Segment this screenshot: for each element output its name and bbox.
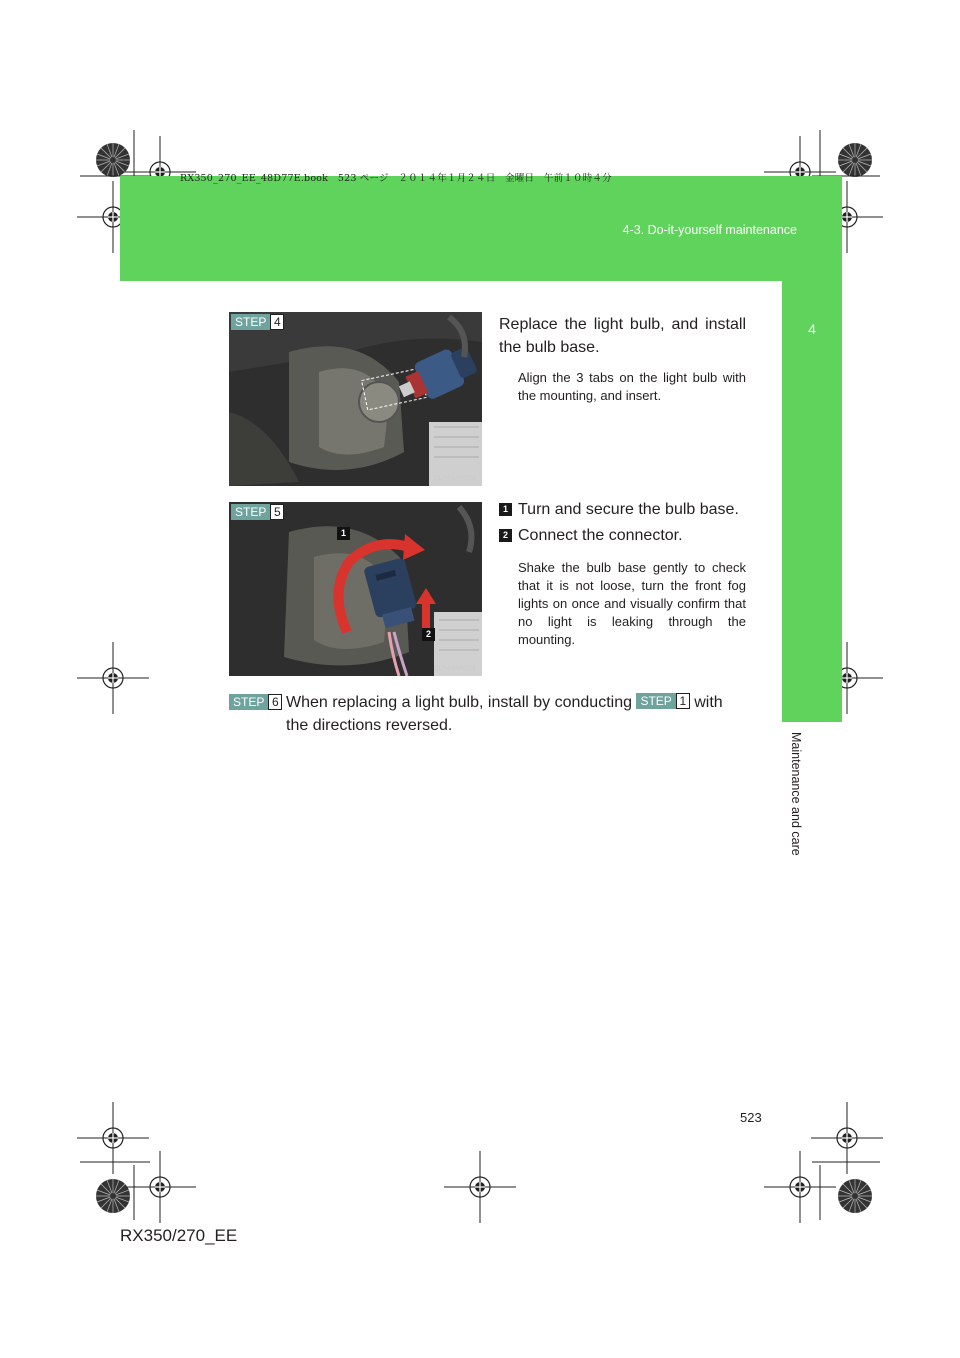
step-5-item-1: [499, 498, 749, 521]
chapter-number: 4: [808, 321, 816, 337]
step-number: 1: [676, 693, 690, 709]
step-number: 4: [270, 314, 284, 330]
section-title: 4-3. Do-it-yourself maintenance: [622, 223, 797, 237]
step-word: STEP: [229, 694, 268, 710]
page-number: 523: [740, 1110, 762, 1125]
figure-code: CLY43AR023: [433, 475, 476, 482]
step-6-badge: [229, 694, 282, 710]
step-6-text-before: When replacing a light bulb, install by conducting: [286, 694, 637, 711]
step-number: 6: [268, 694, 282, 710]
item-number-box: 2: [499, 529, 512, 542]
step-1-reference-badge: [636, 693, 689, 709]
callout-1: 1: [340, 528, 346, 538]
item-number-box: 1: [499, 503, 512, 516]
step-4-figure: [229, 312, 482, 486]
chapter-tab: [782, 281, 842, 722]
figure-code: CLY43AR024: [433, 665, 476, 672]
book-imprint-line: RX350_270_EE_48D77E.book 523 ページ ２０１４年１月２４日 金曜日 午前１０時４分: [180, 173, 612, 184]
step-4-instruction: Replace the light bulb, and install the bulb base.: [499, 316, 746, 356]
step-4-note: Align the 3 tabs on the light bulb with the mounting, and insert.: [518, 370, 746, 403]
step-5-item-2: [499, 524, 749, 547]
step-word: STEP: [636, 693, 675, 709]
step-word: STEP: [231, 504, 270, 520]
step-4-badge: [231, 314, 284, 330]
step-5-badge: [231, 504, 284, 520]
model-label: RX350/270_EE: [120, 1226, 238, 1245]
step-word: STEP: [231, 314, 270, 330]
step-number: 5: [270, 504, 284, 520]
step-6-instruction: [286, 691, 746, 737]
item-text: Turn and secure the bulb base.: [518, 500, 739, 518]
item-text: Connect the connector.: [518, 526, 683, 544]
callout-2: 2: [425, 629, 431, 639]
connector-illustration: [229, 502, 482, 676]
step-6-text-after: with the directions reversed.: [286, 694, 723, 734]
chapter-label: [789, 732, 811, 882]
step-5-note: Shake the bulb base gently to check that it is not loose, turn the front fog lights on once and visually confirm that no light is leaking through the mounting.: [518, 560, 746, 647]
step-5-figure: [229, 502, 482, 676]
chapter-label-text: Maintenance and care: [789, 732, 803, 856]
headlight-bulb-illustration: [229, 312, 482, 486]
